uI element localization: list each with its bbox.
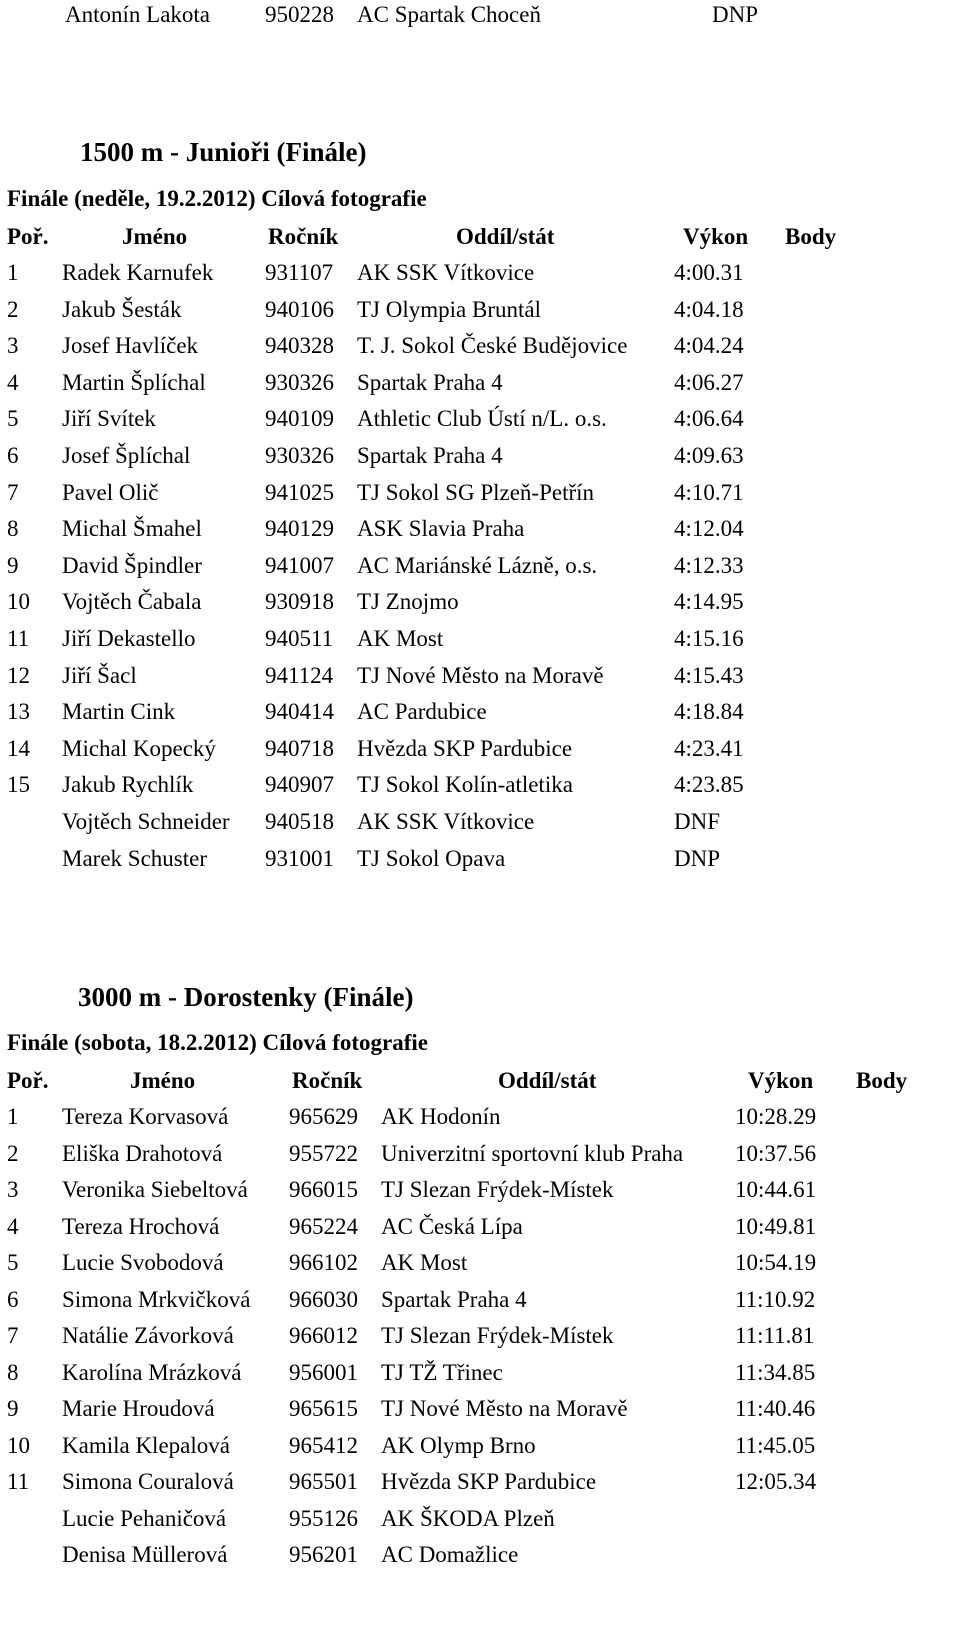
cell-result: 11:11.81 [735, 1323, 815, 1348]
cell-pos: 12 [7, 662, 30, 688]
header-result: Výkon [748, 1068, 814, 1093]
cell-year: 930918 [265, 589, 334, 615]
cell-result: 4:09.63 [674, 443, 744, 468]
cell-pos: 8 [7, 1359, 19, 1385]
cell-result: 4:23.85 [674, 772, 744, 798]
cell-year: 965224 [289, 1213, 358, 1239]
section-title-1500m: 1500 m - Junioři (Finále) [80, 137, 367, 167]
header-year: Ročník [268, 224, 339, 249]
birth-year: 950228 [265, 2, 334, 27]
cell-pos: 6 [7, 443, 19, 468]
cell-club: Athletic Club Ústí n/L. o.s. [357, 406, 607, 432]
cell-pos: 1 [7, 1104, 19, 1129]
cell-result: 10:28.29 [735, 1104, 817, 1129]
cell-pos: 6 [7, 1286, 19, 1312]
cell-result: 10:44.61 [735, 1177, 817, 1202]
cell-year: 956201 [289, 1542, 358, 1567]
cell-club: TJ Olympia Bruntál [357, 296, 541, 322]
cell-year: 930326 [265, 369, 334, 395]
cell-pos: 5 [7, 1250, 19, 1275]
cell-result: 10:49.81 [735, 1213, 817, 1239]
header-result: Výkon [683, 224, 749, 249]
cell-pos: 2 [7, 1140, 19, 1166]
cell-result: 4:12.04 [674, 516, 744, 542]
cell-club: AC Mariánské Lázně, o.s. [357, 552, 598, 578]
cell-year: 966015 [289, 1177, 358, 1202]
cell-name: Natálie Závorková [62, 1323, 234, 1348]
cell-club: Hvězda SKP Pardubice [381, 1469, 597, 1494]
header-name: Jméno [130, 1068, 196, 1093]
cell-club: TJ Slezan Frýdek-Místek [381, 1323, 614, 1348]
cell-pos: 4 [7, 369, 19, 395]
section-subtitle-1500m: Finále (neděle, 19.2.2012) Cílová fotografie [7, 186, 427, 211]
cell-name: Michal Šmahel [62, 516, 202, 542]
cell-club: AK SSK Vítkovice [357, 809, 535, 834]
cell-pos: 14 [7, 735, 30, 761]
header-year: Ročník [292, 1068, 363, 1093]
cell-club: TJ Slezan Frýdek-Místek [381, 1177, 614, 1202]
cell-year: 965629 [289, 1104, 358, 1129]
cell-name: Marek Schuster [62, 845, 207, 871]
cell-result: 12:05.34 [735, 1469, 817, 1494]
cell-name: Michal Kopecký [62, 735, 216, 761]
section-subtitle-3000m: Finále (sobota, 18.2.2012) Cílová fotografie [7, 1030, 428, 1055]
cell-club: Spartak Praha 4 [381, 1286, 527, 1312]
cell-pos: 11 [7, 626, 30, 651]
cell-name: Simona Mrkvičková [62, 1286, 251, 1312]
cell-club: TJ TŽ Třinec [381, 1359, 503, 1385]
cell-year: 966012 [289, 1323, 358, 1348]
cell-year: 966102 [289, 1250, 358, 1275]
cell-club: ASK Slavia Praha [357, 516, 525, 542]
cell-year: 940109 [265, 406, 334, 432]
cell-name: Pavel Olič [62, 479, 159, 505]
cell-name: Simona Couralová [62, 1469, 234, 1494]
cell-pos: 15 [7, 772, 30, 798]
cell-result: 4:04.24 [674, 333, 744, 359]
cell-year: 956001 [289, 1359, 358, 1385]
cell-result: 4:06.27 [674, 369, 744, 395]
cell-pos: 9 [7, 552, 19, 578]
cell-year: 955722 [289, 1140, 358, 1166]
cell-year: 940518 [265, 809, 334, 834]
header-club: Oddíl/stát [498, 1068, 597, 1093]
cell-year: 955126 [289, 1505, 358, 1531]
cell-pos: 8 [7, 516, 19, 542]
cell-name: Marie Hroudová [62, 1396, 215, 1421]
cell-name: Radek Karnufek [62, 260, 214, 285]
cell-year: 940718 [265, 735, 334, 761]
header-points: Body [785, 224, 837, 249]
cell-result: 11:45.05 [735, 1432, 816, 1458]
header-pos: Poř. [7, 224, 49, 249]
result: DNP [712, 2, 759, 27]
cell-year: 965412 [289, 1432, 358, 1458]
cell-year: 941025 [265, 479, 334, 505]
cell-result: 4:15.43 [674, 662, 744, 688]
cell-club: Univerzitní sportovní klub Praha [381, 1140, 684, 1166]
cell-year: 940414 [265, 699, 334, 725]
cell-result: 4:10.71 [674, 479, 744, 505]
cell-club: AK Most [357, 626, 444, 651]
cell-year: 941124 [265, 662, 334, 688]
cell-pos: 4 [7, 1213, 19, 1239]
cell-year: 931001 [265, 845, 334, 871]
cell-year: 940328 [265, 333, 334, 359]
cell-pos: 2 [7, 296, 19, 322]
cell-result: 4:12.33 [674, 552, 744, 578]
cell-result: 4:15.16 [674, 626, 744, 651]
cell-pos: 10 [7, 589, 30, 615]
cell-year: 931107 [265, 260, 334, 285]
cell-pos: 9 [7, 1396, 19, 1421]
cell-name: Josef Havlíček [62, 333, 199, 359]
cell-result: 11:34.85 [735, 1359, 816, 1385]
cell-club: TJ Sokol Opava [357, 845, 506, 871]
cell-name: Jakub Šesták [62, 296, 182, 322]
cell-result: 4:23.41 [674, 735, 744, 761]
header-club: Oddíl/stát [456, 224, 555, 249]
cell-club: TJ Nové Město na Moravě [357, 662, 604, 688]
cell-club: AK Most [381, 1250, 468, 1275]
cell-club: TJ Znojmo [357, 589, 459, 615]
cell-name: Vojtěch Čabala [62, 589, 202, 615]
cell-result: 4:14.95 [674, 589, 744, 615]
cell-name: Karolína Mrázková [62, 1359, 242, 1385]
cell-result: DNF [674, 809, 721, 834]
cell-pos: 3 [7, 333, 19, 359]
cell-year: 940129 [265, 516, 334, 542]
header-name: Jméno [122, 224, 188, 249]
cell-name: Jiří Svítek [62, 406, 156, 432]
cell-result: 11:40.46 [735, 1396, 816, 1421]
cell-year: 940106 [265, 296, 334, 322]
cell-pos: 5 [7, 406, 19, 432]
cell-pos: 10 [7, 1432, 30, 1458]
cell-pos: 7 [7, 479, 19, 505]
cell-result: 11:10.92 [735, 1286, 816, 1312]
cell-name: Denisa Müllerová [62, 1542, 228, 1567]
cell-name: David Špindler [62, 552, 202, 578]
cell-club: AK Hodonín [381, 1104, 501, 1129]
cell-result: 10:37.56 [735, 1140, 817, 1166]
cell-name: Jakub Rychlík [62, 772, 194, 798]
header-pos: Poř. [7, 1068, 49, 1093]
cell-club: AK Olymp Brno [381, 1432, 536, 1458]
cell-pos: 1 [7, 260, 19, 285]
cell-year: 940511 [265, 626, 334, 651]
cell-year: 930326 [265, 443, 334, 468]
cell-year: 966030 [289, 1286, 358, 1312]
cell-name: Vojtěch Schneider [62, 809, 230, 834]
cell-club: TJ Sokol SG Plzeň-Petřín [357, 479, 595, 505]
cell-result: 10:54.19 [735, 1250, 817, 1275]
cell-name: Martin Cink [62, 699, 176, 725]
athlete-name: Antonín Lakota [65, 2, 210, 27]
cell-pos: 3 [7, 1177, 19, 1202]
cell-name: Jiří Dekastello [62, 626, 196, 651]
cell-club: TJ Sokol Kolín-atletika [357, 772, 573, 798]
cell-name: Tereza Hrochová [62, 1213, 220, 1239]
cell-result: 4:00.31 [674, 260, 744, 285]
cell-club: AC Česká Lípa [381, 1213, 523, 1239]
cell-pos: 7 [7, 1323, 19, 1348]
cell-name: Martin Šplíchal [62, 369, 206, 395]
cell-pos: 11 [7, 1469, 30, 1494]
cell-pos: 13 [7, 699, 30, 725]
cell-result: 4:04.18 [674, 296, 744, 322]
cell-name: Josef Šplíchal [62, 443, 191, 468]
cell-year: 965615 [289, 1396, 358, 1421]
cell-club: T. J. Sokol České Budějovice [357, 333, 628, 359]
cell-name: Eliška Drahotová [62, 1140, 223, 1166]
cell-result: 4:18.84 [674, 699, 744, 725]
header-points: Body [856, 1068, 908, 1093]
cell-result: DNP [674, 845, 721, 871]
cell-year: 941007 [265, 552, 334, 578]
cell-club: AC Pardubice [357, 699, 487, 725]
cell-club: TJ Nové Město na Moravě [381, 1396, 628, 1421]
cell-club: Hvězda SKP Pardubice [357, 735, 573, 761]
cell-name: Tereza Korvasová [62, 1104, 229, 1129]
cell-name: Jiří Šacl [62, 662, 137, 688]
cell-name: Lucie Pehaničová [62, 1505, 227, 1531]
cell-result: 4:06.64 [674, 406, 744, 432]
cell-year: 965501 [289, 1469, 358, 1494]
club: AC Spartak Choceň [357, 2, 541, 27]
cell-club: AC Domažlice [381, 1542, 519, 1567]
cell-name: Kamila Klepalová [62, 1432, 230, 1458]
cell-club: Spartak Praha 4 [357, 443, 503, 468]
cell-name: Lucie Svobodová [62, 1250, 224, 1275]
cell-club: AK SSK Vítkovice [357, 260, 535, 285]
cell-club: Spartak Praha 4 [357, 369, 503, 395]
cell-club: AK ŠKODA Plzeň [381, 1505, 555, 1531]
section-title-3000m: 3000 m - Dorostenky (Finále) [78, 982, 414, 1012]
cell-name: Veronika Siebeltová [62, 1177, 248, 1202]
cell-year: 940907 [265, 772, 334, 798]
